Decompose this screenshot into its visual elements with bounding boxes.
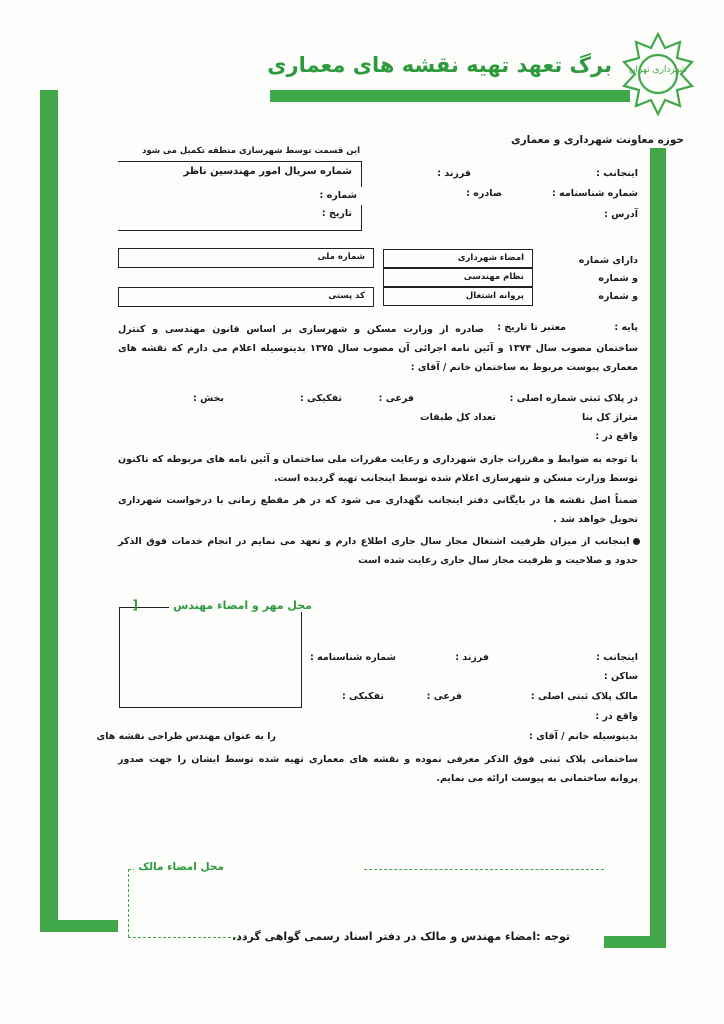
- registry-number-label: شماره :: [319, 190, 357, 201]
- owner-sign-left-line: [128, 869, 129, 937]
- owner-id-label: شماره شناسنامه :: [310, 652, 396, 663]
- owner-sign-top-line-right: [364, 869, 604, 870]
- valid-until-label: معتبر تا تاریخ :: [497, 322, 566, 333]
- plot-main-label: در پلاک ثبتی شماره اصلی :: [509, 393, 638, 404]
- logo-text: شهرداری تهران: [628, 65, 688, 75]
- left-frame-bar: [40, 90, 58, 930]
- owner-paragraph: ساختمانی پلاک ثبتی فوق الذکر معرفی نموده و نقشه های معماری تهیه شده توسط ایشان را جهت صدور پروانه ساختمانی به پیوست ارائه می نمایم.: [118, 754, 638, 784]
- registry-date-label: تاریخ :: [321, 208, 352, 219]
- municipal-signature-field[interactable]: [383, 249, 533, 268]
- footer-note: توجه :امضاء مهندس و مالک در دفتر اسناد رسمی گواهی گردد.: [232, 930, 570, 943]
- regulations-paragraph: با توجه به ضوابط و مقررات جاری شهرداری و رعایت مقررات ملی ساختمان و آئین نامه های مربوطه که تاکنون توسط وزارت مسکن و شهرسازی اعلام شده توسط اینجانب تهیه گردیده است.: [118, 454, 638, 484]
- registry-box-right-bottom: [361, 205, 362, 231]
- engineer-seal-bracket: [: [132, 598, 138, 612]
- right-frame-bar: [650, 148, 666, 948]
- owner-through-label: بدینوسیله خانم / آقای :: [529, 731, 638, 742]
- applicant-child-of-label: فرزند :: [437, 168, 471, 179]
- holder-number-label: دارای شماره: [578, 255, 638, 266]
- bottom-frame-bar: [40, 920, 118, 932]
- engineer-seal-title: محل مهر و امضاء مهندس: [169, 599, 316, 612]
- municipality-logo: [620, 28, 696, 122]
- owner-located-label: واقع در :: [595, 711, 638, 722]
- plot-section-label: بخش :: [193, 393, 224, 404]
- basis-text: [118, 320, 638, 377]
- engineer-seal-box[interactable]: [119, 607, 302, 708]
- total-floors-label: تعداد کل طبقات: [420, 412, 496, 423]
- plot-sub-label: فرعی :: [378, 393, 414, 404]
- owner-separate-label: تفکیکی :: [341, 691, 384, 702]
- owner-child-of-label: فرزند :: [455, 652, 489, 663]
- owner-as-designer-text: را به عنوان مهندس طراحی نقشه های: [96, 731, 276, 742]
- owner-plot-label: مالک پلاک ثبتی اصلی :: [530, 691, 638, 702]
- engineering-system-label: نظام مهندسی: [463, 272, 524, 282]
- work-license-field[interactable]: [383, 287, 533, 306]
- and-number-label-2: و شماره: [598, 291, 638, 302]
- registry-box-right-top: [361, 161, 362, 187]
- registry-box-bottom: [118, 230, 361, 231]
- owner-sign-title: محل امضاء مالک: [134, 861, 228, 873]
- owner-sign-bottom-line: [128, 937, 246, 938]
- applicant-address-label: آدرس :: [604, 209, 638, 220]
- applicant-id-label: شماره شناسنامه :: [552, 188, 638, 199]
- postal-code-label: کد پستی: [328, 291, 365, 301]
- municipal-signature-label: امضاء شهرداری: [457, 253, 524, 263]
- logo-emblem-icon: [620, 28, 696, 122]
- applicant-signatory-label: اینجانب :: [596, 168, 638, 179]
- engineering-system-field[interactable]: [383, 268, 533, 287]
- owner-signatory-label: اینجانب :: [596, 652, 638, 663]
- total-area-label: متراژ کل بنا: [581, 412, 638, 423]
- plot-separate-label: تفکیکی :: [299, 393, 342, 404]
- serial-number-label: شماره سریال امور مهندسین ناظر: [183, 166, 352, 177]
- top-right-frame-bar: [270, 90, 630, 102]
- basis-paragraph: صادره از وزارت مسکن و شهرسازی بر اساس قانون مهندسی و کنترل ساختمان مصوب سال ۱۳۷۴ و آئین نامه اجرائی آن مصوب سال ۱۳۷۵ بدینوسیله اعلام می دارم که نقشه های معماری پیوست مربوط به ساختمان خانم / آقای :: [118, 324, 638, 373]
- basis-label: پایه :: [614, 322, 638, 333]
- owner-sub-label: فرعی :: [426, 691, 462, 702]
- national-id-field[interactable]: [118, 248, 374, 268]
- national-id-label: شماره ملی: [317, 252, 365, 262]
- form-title: برگ تعهد تهیه نقشه های معماری: [267, 53, 612, 77]
- bottom-right-frame-bar: [604, 936, 666, 948]
- postal-code-field[interactable]: [118, 287, 374, 307]
- municipal-note: این قسمت توسط شهرسازی منطقه تکمیل می شود: [142, 146, 360, 156]
- owner-resident-label: ساکن :: [603, 671, 638, 682]
- and-number-label-1: و شماره: [598, 273, 638, 284]
- capacity-paragraph: - اینجانب از میزان ظرفیت اشتغال مجاز سال جاری اطلاع دارم و تعهد می نمایم در انجام خدمات فوق الذکر حدود و صلاحیت و ظرفیت مجاز سال جاری رعایت شده است: [118, 536, 638, 566]
- applicant-issued-label: صادره :: [466, 188, 502, 199]
- located-in-label: واقع در :: [595, 431, 638, 442]
- archive-paragraph: ضمناً اصل نقشه ها در بایگانی دفتر اینجانب نگهداری می شود که در هر مقطع زمانی با درخواست شهرداری تحویل خواهد شد .: [118, 495, 638, 525]
- department-label: حوزه معاونت شهرداری و معماری: [510, 134, 684, 146]
- work-license-label: پروانه اشتغال: [465, 291, 524, 301]
- registry-box-top: [118, 161, 361, 162]
